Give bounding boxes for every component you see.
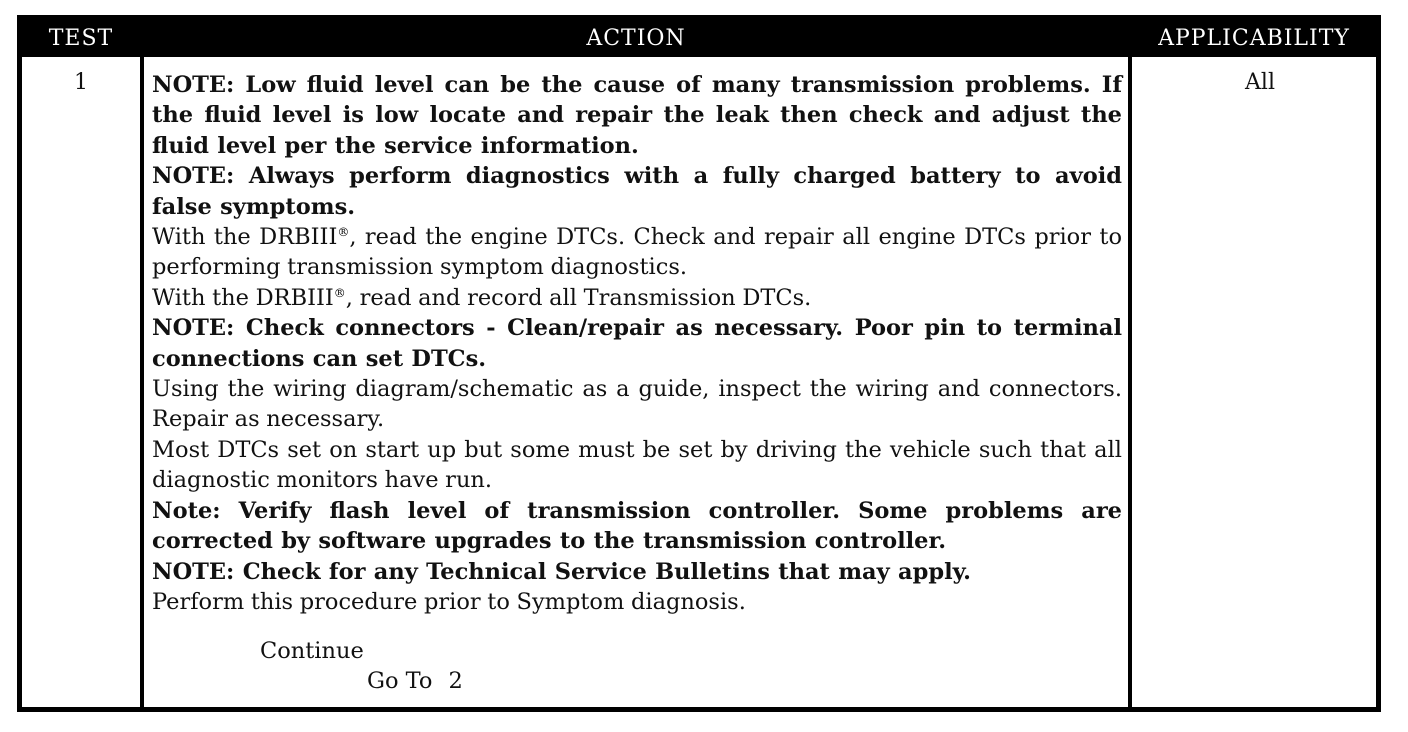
header-applicability: APPLICABILITY xyxy=(1158,26,1350,51)
goto-label: Go To xyxy=(367,668,433,694)
test-number: 1 xyxy=(74,70,88,95)
goto-link[interactable] xyxy=(367,668,463,694)
header-action: ACTION xyxy=(586,26,686,51)
step-read-transmission-dtcs: With the DRBIII®, read and record all Transmission DTCs. xyxy=(152,284,812,311)
action-cell xyxy=(152,70,1122,617)
goto-target[interactable]: 2 xyxy=(448,668,463,694)
note-flash-level: Note: Verify flash level of transmission controller. Some problems are corrected by software upgrades to the transmission controller. xyxy=(152,497,1122,555)
note-battery: NOTE: Always perform diagnostics with a fully charged battery to avoid false symptoms. xyxy=(152,163,1122,220)
step-read-engine-dtcs: With the DRBIII®, read the engine DTCs. Check and repair all engine DTCs prior to performing transmission symptom diagnostics. xyxy=(152,224,1122,281)
diagnostic-table xyxy=(17,15,1381,712)
note-tsb: NOTE: Check for any Technical Service Bulletins that may apply. xyxy=(152,558,971,585)
column-divider xyxy=(140,57,144,707)
header-test: TEST xyxy=(48,26,114,51)
column-divider xyxy=(1128,57,1132,707)
step-inspect-wiring: Using the wiring diagram/schematic as a guide, inspect the wiring and connectors. Repair as necessary. xyxy=(152,376,1122,433)
applicability-value: All xyxy=(1245,70,1275,95)
table-header xyxy=(22,20,1376,57)
note-connectors: NOTE: Check connectors - Clean/repair as necessary. Poor pin to terminal connections can set DTCs. xyxy=(152,315,1122,372)
note-low-fluid: NOTE: Low fluid level can be the cause of many transmission problems. If the fluid level is low locate and repair the leak then check and adjust the fluid level per the service information. xyxy=(152,72,1122,159)
step-drive-cycle: Most DTCs set on start up but some must be set by driving the vehicle such that all diagnostic monitors have run. xyxy=(152,436,1122,494)
continue-label: Continue xyxy=(260,638,364,664)
step-perform-prior: Perform this procedure prior to Symptom diagnosis. xyxy=(152,588,746,615)
